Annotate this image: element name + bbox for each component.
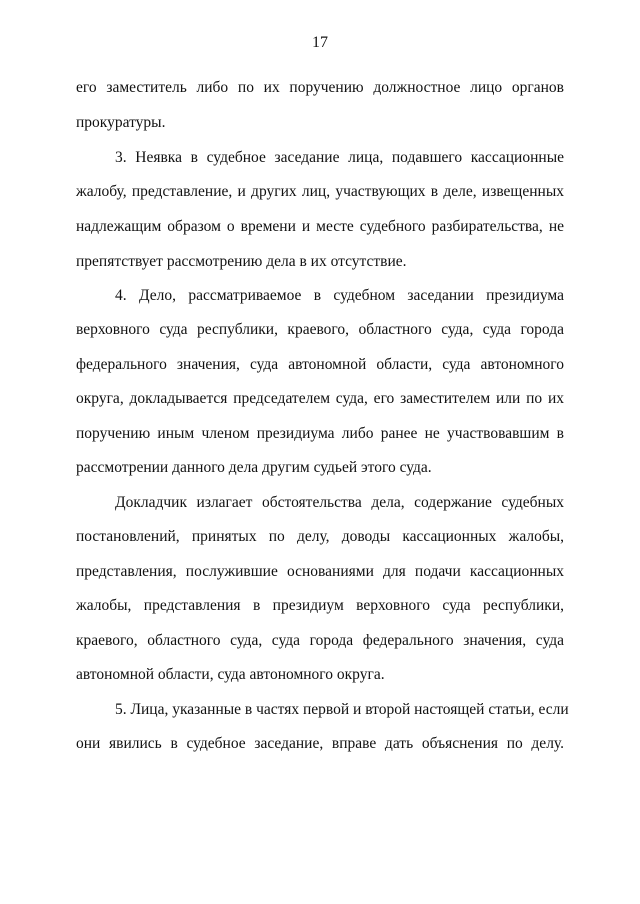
text-line: препятствует рассмотрению дела в их отсутствие. <box>76 253 407 270</box>
text-line: Докладчик излагает обстоятельства дела, содержание судебных <box>115 494 564 511</box>
text-line: представления, послужившие основаниями для подачи кассационных <box>76 563 564 580</box>
text-line: его заместитель либо по их поручению должностное лицо органов <box>76 79 564 96</box>
text-line: надлежащим образом о времени и месте судебного разбирательства, не <box>76 218 564 235</box>
text-line: верховного суда республики, краевого, областного суда, суда города <box>76 321 564 338</box>
page-number: 17 <box>312 34 328 51</box>
text-line: прокуратуры. <box>76 114 166 131</box>
text-line: 5. Лица, указанные в частях первой и второй настоящей статьи, если <box>115 701 569 718</box>
text-line: округа, докладывается председателем суда, его заместителем или по их <box>76 390 564 407</box>
text-line: 4. Дело, рассматриваемое в судебном заседании президиума <box>115 287 564 304</box>
text-line: поручению иным членом президиума либо ранее не участвовавшим в <box>76 425 564 442</box>
text-line: 3. Неявка в судебное заседание лица, подавшего кассационные <box>115 149 564 166</box>
text-line: постановлений, принятых по делу, доводы кассационных жалобы, <box>76 528 564 545</box>
text-line: они явились в судебное заседание, вправе дать объяснения по делу. <box>76 735 564 752</box>
text-line: рассмотрении данного дела другим судьей этого суда. <box>76 459 432 476</box>
text-line: краевого, областного суда, суда города федерального значения, суда <box>76 632 564 649</box>
text-line: жалобу, представление, и других лиц, участвующих в деле, извещенных <box>76 183 564 200</box>
text-line: жалобы, представления в президиум верховного суда республики, <box>76 597 564 614</box>
text-line: федерального значения, суда автономной области, суда автономного <box>76 356 564 373</box>
text-line: автономной области, суда автономного округа. <box>76 666 385 683</box>
